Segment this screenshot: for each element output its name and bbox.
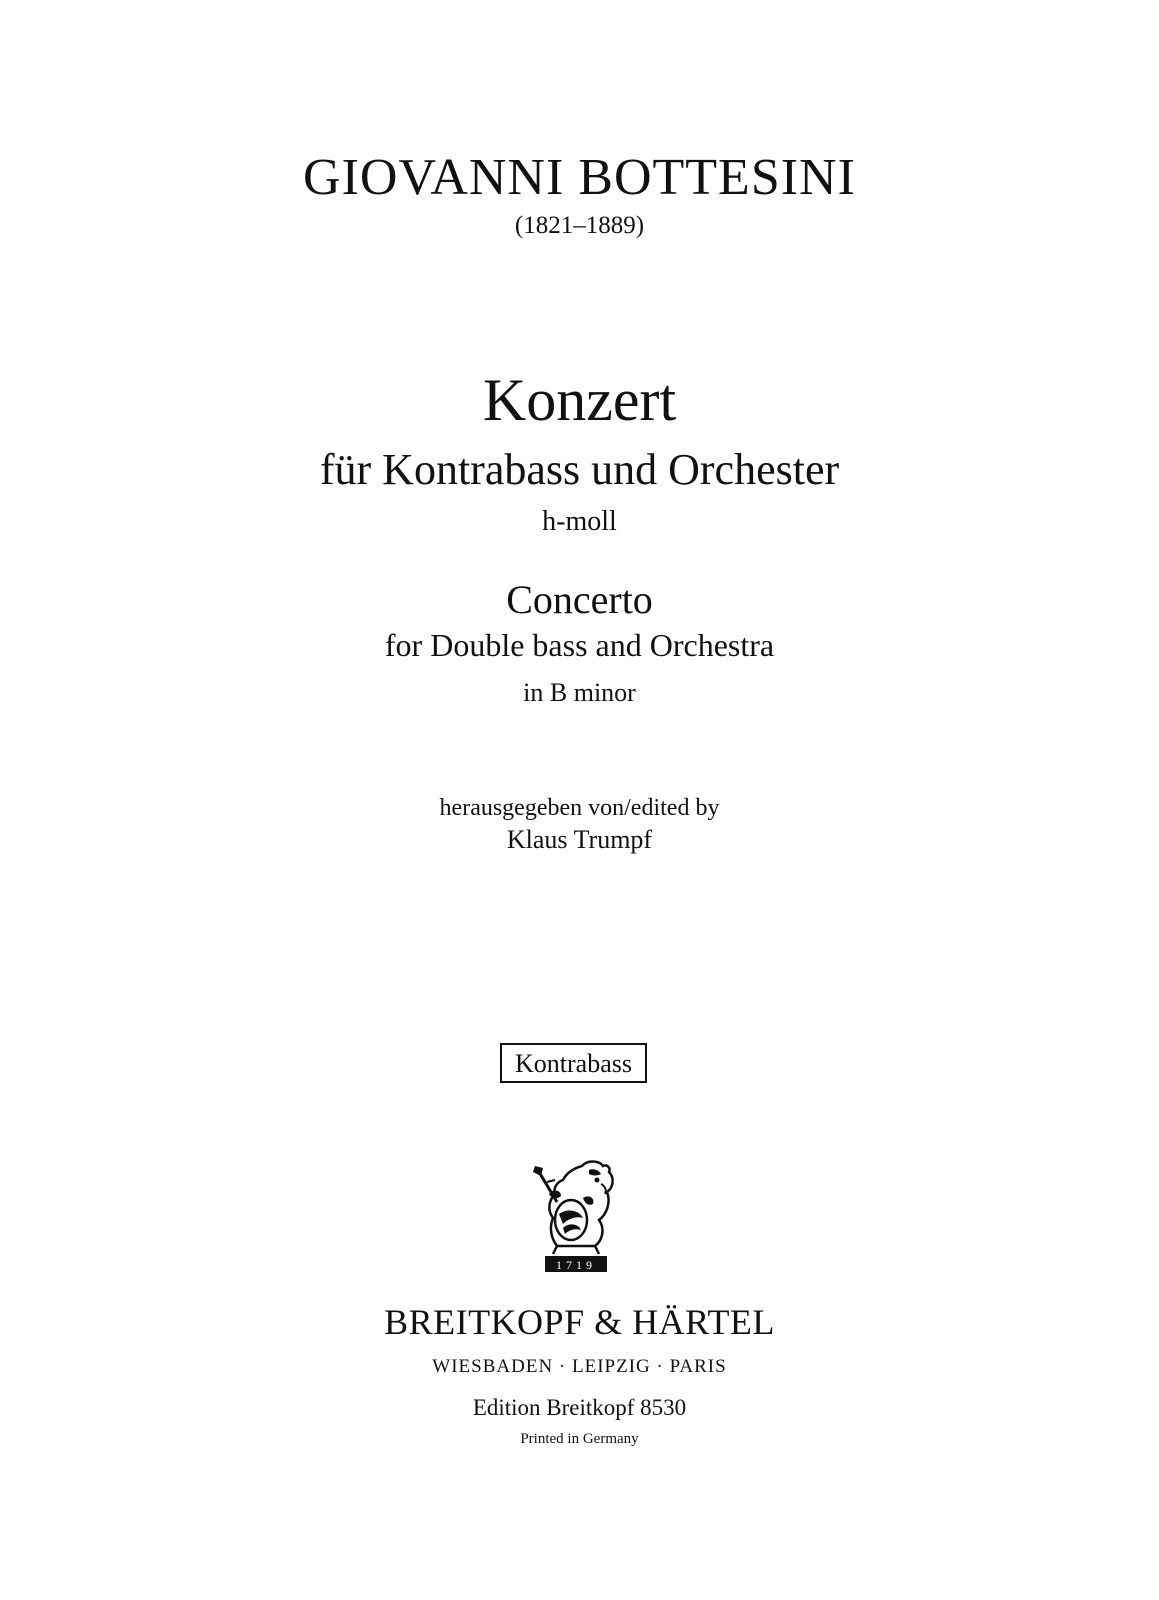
editor-label: herausgegeben von/edited by [439,795,720,821]
printed-in: Printed in Germany [520,1431,639,1447]
subtitle-english: for Double bass and Orchestra [384,627,775,663]
key-german: h-moll [542,506,617,537]
key-english: in B minor [523,678,636,707]
title-english: Concerto [506,577,653,622]
part-label-box [500,1043,647,1083]
subtitle-german: für Kontrabass und Orchester [319,445,840,494]
publisher-name: BREITKOPF & HÄRTEL [384,1302,775,1342]
breitkopf-bear-logo-icon [527,1158,623,1276]
edition-number: Edition Breitkopf 8530 [472,1395,687,1420]
editor-name: Klaus Trumpf [506,825,653,854]
title-german: Konzert [482,367,677,433]
composer-dates: (1821–1889) [514,212,645,239]
part-label: Kontrabass [515,1049,632,1078]
composer-name: GIOVANNI BOTTESINI [303,149,856,206]
publisher-cities: WIESBADEN · LEIPZIG · PARIS [432,1356,727,1377]
logo-year: 1719 [556,1258,596,1272]
